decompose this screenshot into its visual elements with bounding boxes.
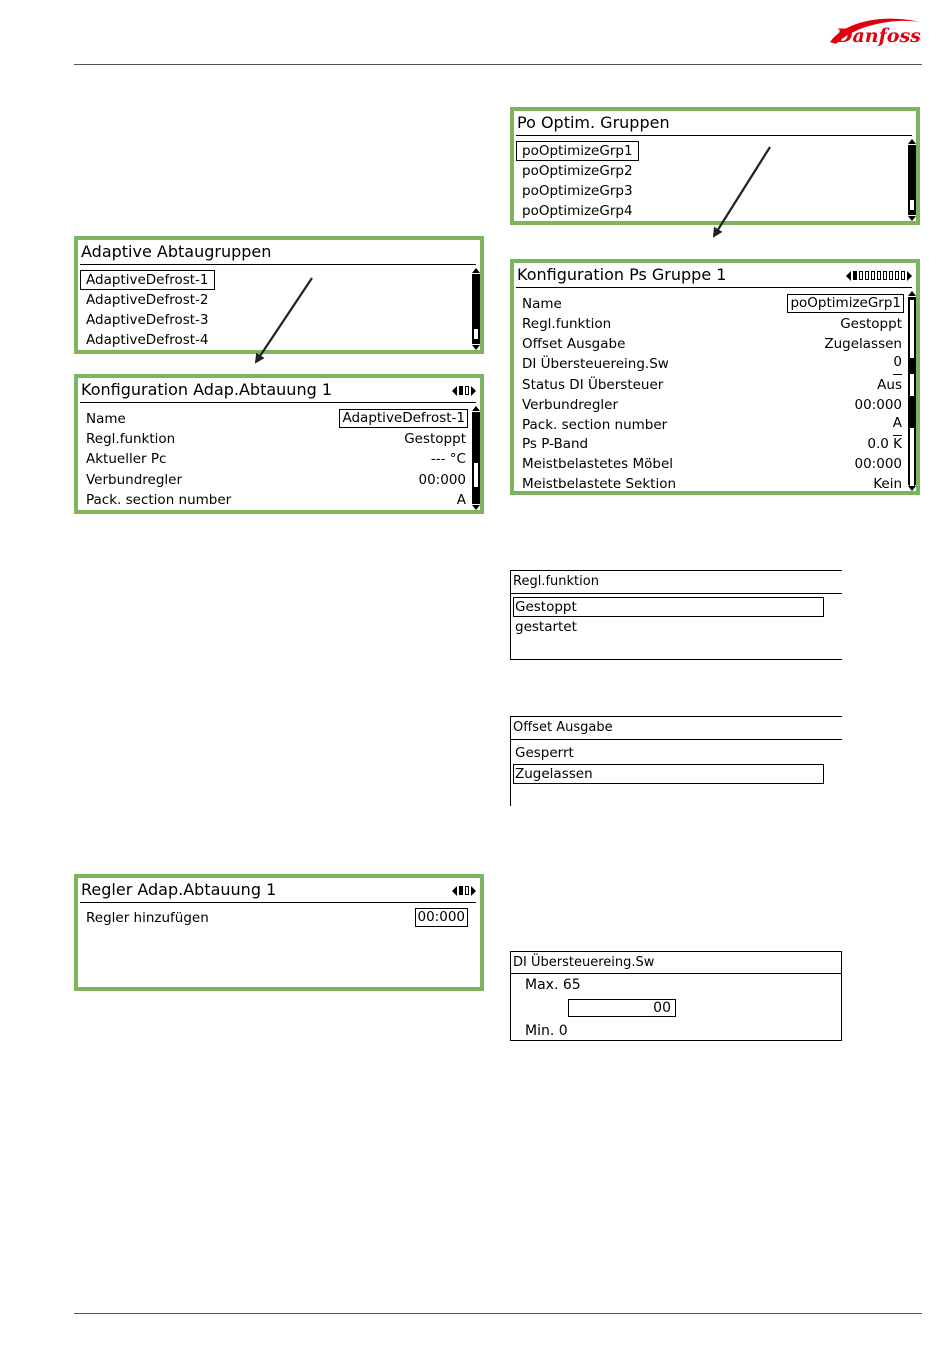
list-item-po-optimize-grp4[interactable]: poOptimizeGrp4 <box>522 203 633 219</box>
danfoss-logo <box>826 12 924 52</box>
panel-title: Regler Adap.Abtauung 1 <box>80 878 476 903</box>
header-rule <box>74 64 922 65</box>
scrollbar[interactable] <box>908 291 916 491</box>
verbundregler-value[interactable]: 00:000 <box>854 397 902 413</box>
aktueller-pc-value: --- °C <box>430 451 466 467</box>
min-label: Min. 0 <box>525 1023 568 1039</box>
panel-title: Adaptive Abtaugruppen <box>80 240 476 265</box>
di-uebersteuereing-popup <box>510 951 842 1041</box>
meistbelastete-sektion-value[interactable]: Kein <box>873 476 902 492</box>
row-label-meistbelastete-sektion: Meistbelastete Sektion <box>522 476 677 492</box>
ps-p-band-value[interactable]: 0.0 K <box>867 436 902 452</box>
option-zugelassen[interactable]: Zugelassen <box>515 766 593 782</box>
row-label-verbundregler: Verbundregler <box>522 397 619 413</box>
regler-hinzufuegen-value[interactable]: 00:000 <box>415 908 469 927</box>
svg-text:Danfoss: Danfoss <box>836 25 921 47</box>
ps-config-panel <box>510 259 920 495</box>
panel-title: Konfiguration Adap.Abtauung 1 <box>80 378 476 403</box>
po-groups-panel <box>510 107 920 225</box>
regl-funktion-popup <box>510 570 842 660</box>
meistbelastetes-moebel-value[interactable]: 00:000 <box>854 456 902 472</box>
row-label-ps-p-band: Ps P-Band <box>522 436 589 452</box>
di-uebersteuereing-value[interactable]: 0 <box>893 354 902 375</box>
row-label-aktueller-pc: Aktueller Pc <box>86 451 167 467</box>
row-label-regl-funktion: Regl.funktion <box>86 431 176 447</box>
scrollbar[interactable] <box>472 268 480 350</box>
popup-title: Offset Ausgabe <box>513 720 613 735</box>
scrollbar[interactable] <box>908 139 916 221</box>
popup-title: Regl.funktion <box>513 574 599 589</box>
name-value[interactable]: AdaptiveDefrost-1 <box>339 409 468 428</box>
numeric-input[interactable]: 00 <box>568 999 676 1017</box>
page-indicator <box>452 885 476 896</box>
name-value[interactable]: poOptimizeGrp1 <box>787 294 904 313</box>
option-gestoppt[interactable]: Gestoppt <box>515 599 577 615</box>
adaptive-config-panel <box>74 374 484 514</box>
row-label-status-di: Status DI Übersteuer <box>522 377 664 393</box>
pack-section-value[interactable]: A <box>893 415 902 436</box>
list-item-adaptive-defrost-3[interactable]: AdaptiveDefrost-3 <box>86 312 209 328</box>
row-label-pack-section: Pack. section number <box>522 417 668 433</box>
row-label-regl-funktion: Regl.funktion <box>522 316 612 332</box>
regl-funktion-value[interactable]: Gestoppt <box>404 431 466 447</box>
regl-funktion-value[interactable]: Gestoppt <box>840 316 902 332</box>
list-item-adaptive-defrost-4[interactable]: AdaptiveDefrost-4 <box>86 332 209 348</box>
adaptive-groups-panel <box>74 236 484 354</box>
list-item-po-optimize-grp2[interactable]: poOptimizeGrp2 <box>522 163 633 179</box>
regler-panel <box>74 874 484 991</box>
popup-title: DI Übersteuereing.Sw <box>513 955 655 970</box>
page-indicator <box>452 385 476 396</box>
footer-rule <box>74 1313 922 1314</box>
offset-ausgabe-value[interactable]: Zugelassen <box>824 336 902 352</box>
list-item-po-optimize-grp1[interactable]: poOptimizeGrp1 <box>522 143 633 159</box>
scrollbar[interactable] <box>472 406 480 510</box>
row-label-name: Name <box>86 411 126 427</box>
max-label: Max. 65 <box>525 977 581 993</box>
row-label-verbundregler: Verbundregler <box>86 472 183 488</box>
row-label-offset-ausgabe: Offset Ausgabe <box>522 336 626 352</box>
page-indicator <box>846 270 912 281</box>
pack-section-value[interactable]: A <box>456 492 466 508</box>
row-label-meistbelastetes-moebel: Meistbelastetes Möbel <box>522 456 674 472</box>
list-item-po-optimize-grp3[interactable]: poOptimizeGrp3 <box>522 183 633 199</box>
option-gestartet[interactable]: gestartet <box>515 619 577 635</box>
row-label-name: Name <box>522 296 562 312</box>
row-label-regler-hinzufuegen: Regler hinzufügen <box>86 910 209 926</box>
status-di-value: Aus <box>877 377 902 393</box>
list-item-adaptive-defrost-2[interactable]: AdaptiveDefrost-2 <box>86 292 209 308</box>
offset-ausgabe-popup <box>510 716 842 806</box>
list-item-adaptive-defrost-1[interactable]: AdaptiveDefrost-1 <box>86 272 209 288</box>
panel-title: Konfiguration Ps Gruppe 1 <box>516 263 912 288</box>
panel-title: Po Optim. Gruppen <box>516 111 912 136</box>
option-gesperrt[interactable]: Gesperrt <box>515 745 574 761</box>
verbundregler-value[interactable]: 00:000 <box>418 472 466 488</box>
row-label-pack-section: Pack. section number <box>86 492 232 508</box>
row-label-di-uebersteuereing: DI Übersteuereing.Sw <box>522 356 669 372</box>
